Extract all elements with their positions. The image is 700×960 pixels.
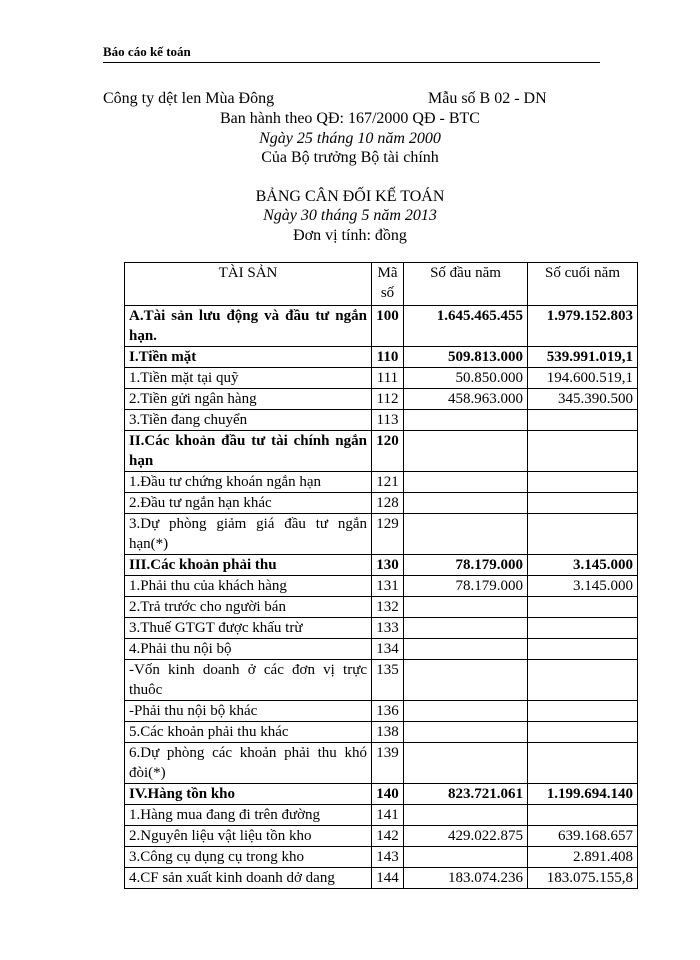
- row-code: 131: [372, 576, 404, 597]
- row-begin-value: 1.645.465.455: [404, 306, 528, 347]
- row-code: 144: [372, 868, 404, 889]
- report-title: BẢNG CÂN ĐỐI KẾ TOÁN: [255, 188, 445, 205]
- row-end-value: 1.979.152.803: [528, 306, 638, 347]
- row-end-value: [528, 618, 638, 639]
- decision-line: Ban hành theo QĐ: 167/2000 QĐ - BTC: [220, 110, 480, 127]
- row-begin-value: [404, 618, 528, 639]
- table-row: [125, 847, 638, 868]
- row-label: 1.Hàng mua đang đi trên đường: [125, 805, 372, 826]
- row-end-value: [528, 639, 638, 660]
- row-begin-value: [404, 805, 528, 826]
- row-begin-value: 429.022.875: [404, 826, 528, 847]
- table-row: [125, 576, 638, 597]
- row-code: 134: [372, 639, 404, 660]
- row-end-value: 2.891.408: [528, 847, 638, 868]
- table-row: [125, 431, 638, 472]
- row-code: 141: [372, 805, 404, 826]
- row-end-value: 183.075.155,8: [528, 868, 638, 889]
- row-label: III.Các khoản phải thu: [125, 555, 372, 576]
- row-begin-value: 458.963.000: [404, 389, 528, 410]
- balance-sheet-table: [124, 262, 638, 889]
- row-begin-value: [404, 431, 528, 472]
- table-row: [125, 722, 638, 743]
- table-row: [125, 618, 638, 639]
- row-label: A.Tài sản lưu động và đầu tư ngắn hạn.: [125, 306, 372, 347]
- decision-date: Ngày 25 tháng 10 năm 2000: [259, 130, 441, 147]
- row-code: 130: [372, 555, 404, 576]
- row-end-value: [528, 410, 638, 431]
- row-code: 128: [372, 493, 404, 514]
- row-end-value: [528, 743, 638, 784]
- row-code: 129: [372, 514, 404, 555]
- table-row: [125, 493, 638, 514]
- row-label: 2.Đầu tư ngắn hạn khác: [125, 493, 372, 514]
- row-begin-value: 509.813.000: [404, 347, 528, 368]
- row-end-value: 3.145.000: [528, 555, 638, 576]
- table-row: [125, 410, 638, 431]
- row-end-value: [528, 805, 638, 826]
- row-code: 135: [372, 660, 404, 701]
- row-begin-value: [404, 660, 528, 701]
- table-row: [125, 389, 638, 410]
- row-label: 1.Tiền mặt tại quỹ: [125, 368, 372, 389]
- row-code: 136: [372, 701, 404, 722]
- row-end-value: [528, 493, 638, 514]
- row-begin-value: 823.721.061: [404, 784, 528, 805]
- table-row: [125, 784, 638, 805]
- row-begin-value: 183.074.236: [404, 868, 528, 889]
- row-begin-value: [404, 493, 528, 514]
- row-end-value: [528, 701, 638, 722]
- table-row: [125, 368, 638, 389]
- header-begin: Số đầu năm: [404, 263, 528, 306]
- row-end-value: [528, 597, 638, 618]
- row-begin-value: [404, 847, 528, 868]
- running-header: Báo cáo kế toán: [103, 44, 191, 59]
- row-label: 5.Các khoản phải thu khác: [125, 722, 372, 743]
- row-begin-value: [404, 701, 528, 722]
- row-code: 112: [372, 389, 404, 410]
- company-name: Công ty dệt len Mùa Đông: [103, 90, 275, 107]
- issuer-line: Của Bộ trưởng Bộ tài chính: [261, 149, 439, 166]
- row-label: 3.Thuế GTGT được khấu trừ: [125, 618, 372, 639]
- row-end-value: 639.168.657: [528, 826, 638, 847]
- table-row: [125, 306, 638, 347]
- header-end: Số cuối năm: [528, 263, 638, 306]
- row-label: 3.Công cụ dụng cụ trong kho: [125, 847, 372, 868]
- table-row: [125, 472, 638, 493]
- row-label: IV.Hàng tồn kho: [125, 784, 372, 805]
- row-label: 2.Trả trước cho người bán: [125, 597, 372, 618]
- row-label: 4.CF sản xuất kinh doanh dở dang: [125, 868, 372, 889]
- table-row: [125, 701, 638, 722]
- row-begin-value: 78.179.000: [404, 555, 528, 576]
- row-begin-value: [404, 597, 528, 618]
- row-label: -Vốn kinh doanh ở các đơn vị trực thuôc: [125, 660, 372, 701]
- report-date: Ngày 30 tháng 5 năm 2013: [263, 207, 437, 224]
- row-code: 110: [372, 347, 404, 368]
- table-row: [125, 597, 638, 618]
- table-row: [125, 555, 638, 576]
- unit-line: Đơn vị tính: đồng: [293, 227, 407, 244]
- row-label: 4.Phải thu nội bộ: [125, 639, 372, 660]
- row-begin-value: [404, 722, 528, 743]
- row-code: 100: [372, 306, 404, 347]
- header-code: Mã số: [372, 263, 404, 306]
- table-row: [125, 660, 638, 701]
- row-begin-value: [404, 639, 528, 660]
- row-end-value: [528, 472, 638, 493]
- row-begin-value: 50.850.000: [404, 368, 528, 389]
- row-begin-value: [404, 743, 528, 784]
- row-end-value: [528, 722, 638, 743]
- table-row: [125, 514, 638, 555]
- row-code: 121: [372, 472, 404, 493]
- row-code: 140: [372, 784, 404, 805]
- table-row: [125, 868, 638, 889]
- row-code: 133: [372, 618, 404, 639]
- table-row: [125, 805, 638, 826]
- row-label: 1.Đầu tư chứng khoán ngắn hạn: [125, 472, 372, 493]
- row-end-value: 194.600.519,1: [528, 368, 638, 389]
- row-code: 132: [372, 597, 404, 618]
- row-label: 3.Dự phòng giảm giá đầu tư ngắn hạn(*): [125, 514, 372, 555]
- table-header-row: [125, 263, 638, 306]
- row-code: 138: [372, 722, 404, 743]
- table-row: [125, 347, 638, 368]
- row-end-value: 3.145.000: [528, 576, 638, 597]
- row-code: 143: [372, 847, 404, 868]
- row-label: 3.Tiền đang chuyển: [125, 410, 372, 431]
- row-end-value: 539.991.019,1: [528, 347, 638, 368]
- row-begin-value: 78.179.000: [404, 576, 528, 597]
- row-code: 142: [372, 826, 404, 847]
- row-code: 120: [372, 431, 404, 472]
- header-assets: TÀI SẢN: [125, 263, 372, 306]
- row-code: 111: [372, 368, 404, 389]
- row-end-value: [528, 660, 638, 701]
- row-begin-value: [404, 410, 528, 431]
- row-label: 6.Dự phòng các khoản phải thu khó đòi(*): [125, 743, 372, 784]
- row-end-value: 345.390.500: [528, 389, 638, 410]
- row-end-value: 1.199.694.140: [528, 784, 638, 805]
- table-row: [125, 639, 638, 660]
- header-rule: [103, 62, 600, 63]
- row-label: 1.Phải thu của khách hàng: [125, 576, 372, 597]
- row-label: II.Các khoản đầu tư tài chính ngắn hạn: [125, 431, 372, 472]
- row-label: 2.Nguyên liệu vật liệu tồn kho: [125, 826, 372, 847]
- row-label: I.Tiền mặt: [125, 347, 372, 368]
- row-code: 139: [372, 743, 404, 784]
- row-label: 2.Tiền gửi ngân hàng: [125, 389, 372, 410]
- row-end-value: [528, 431, 638, 472]
- row-code: 113: [372, 410, 404, 431]
- table-row: [125, 743, 638, 784]
- row-end-value: [528, 514, 638, 555]
- row-begin-value: [404, 514, 528, 555]
- table-row: [125, 826, 638, 847]
- row-label: -Phải thu nội bộ khác: [125, 701, 372, 722]
- row-begin-value: [404, 472, 528, 493]
- form-code: Mẫu số B 02 - DN: [428, 90, 547, 107]
